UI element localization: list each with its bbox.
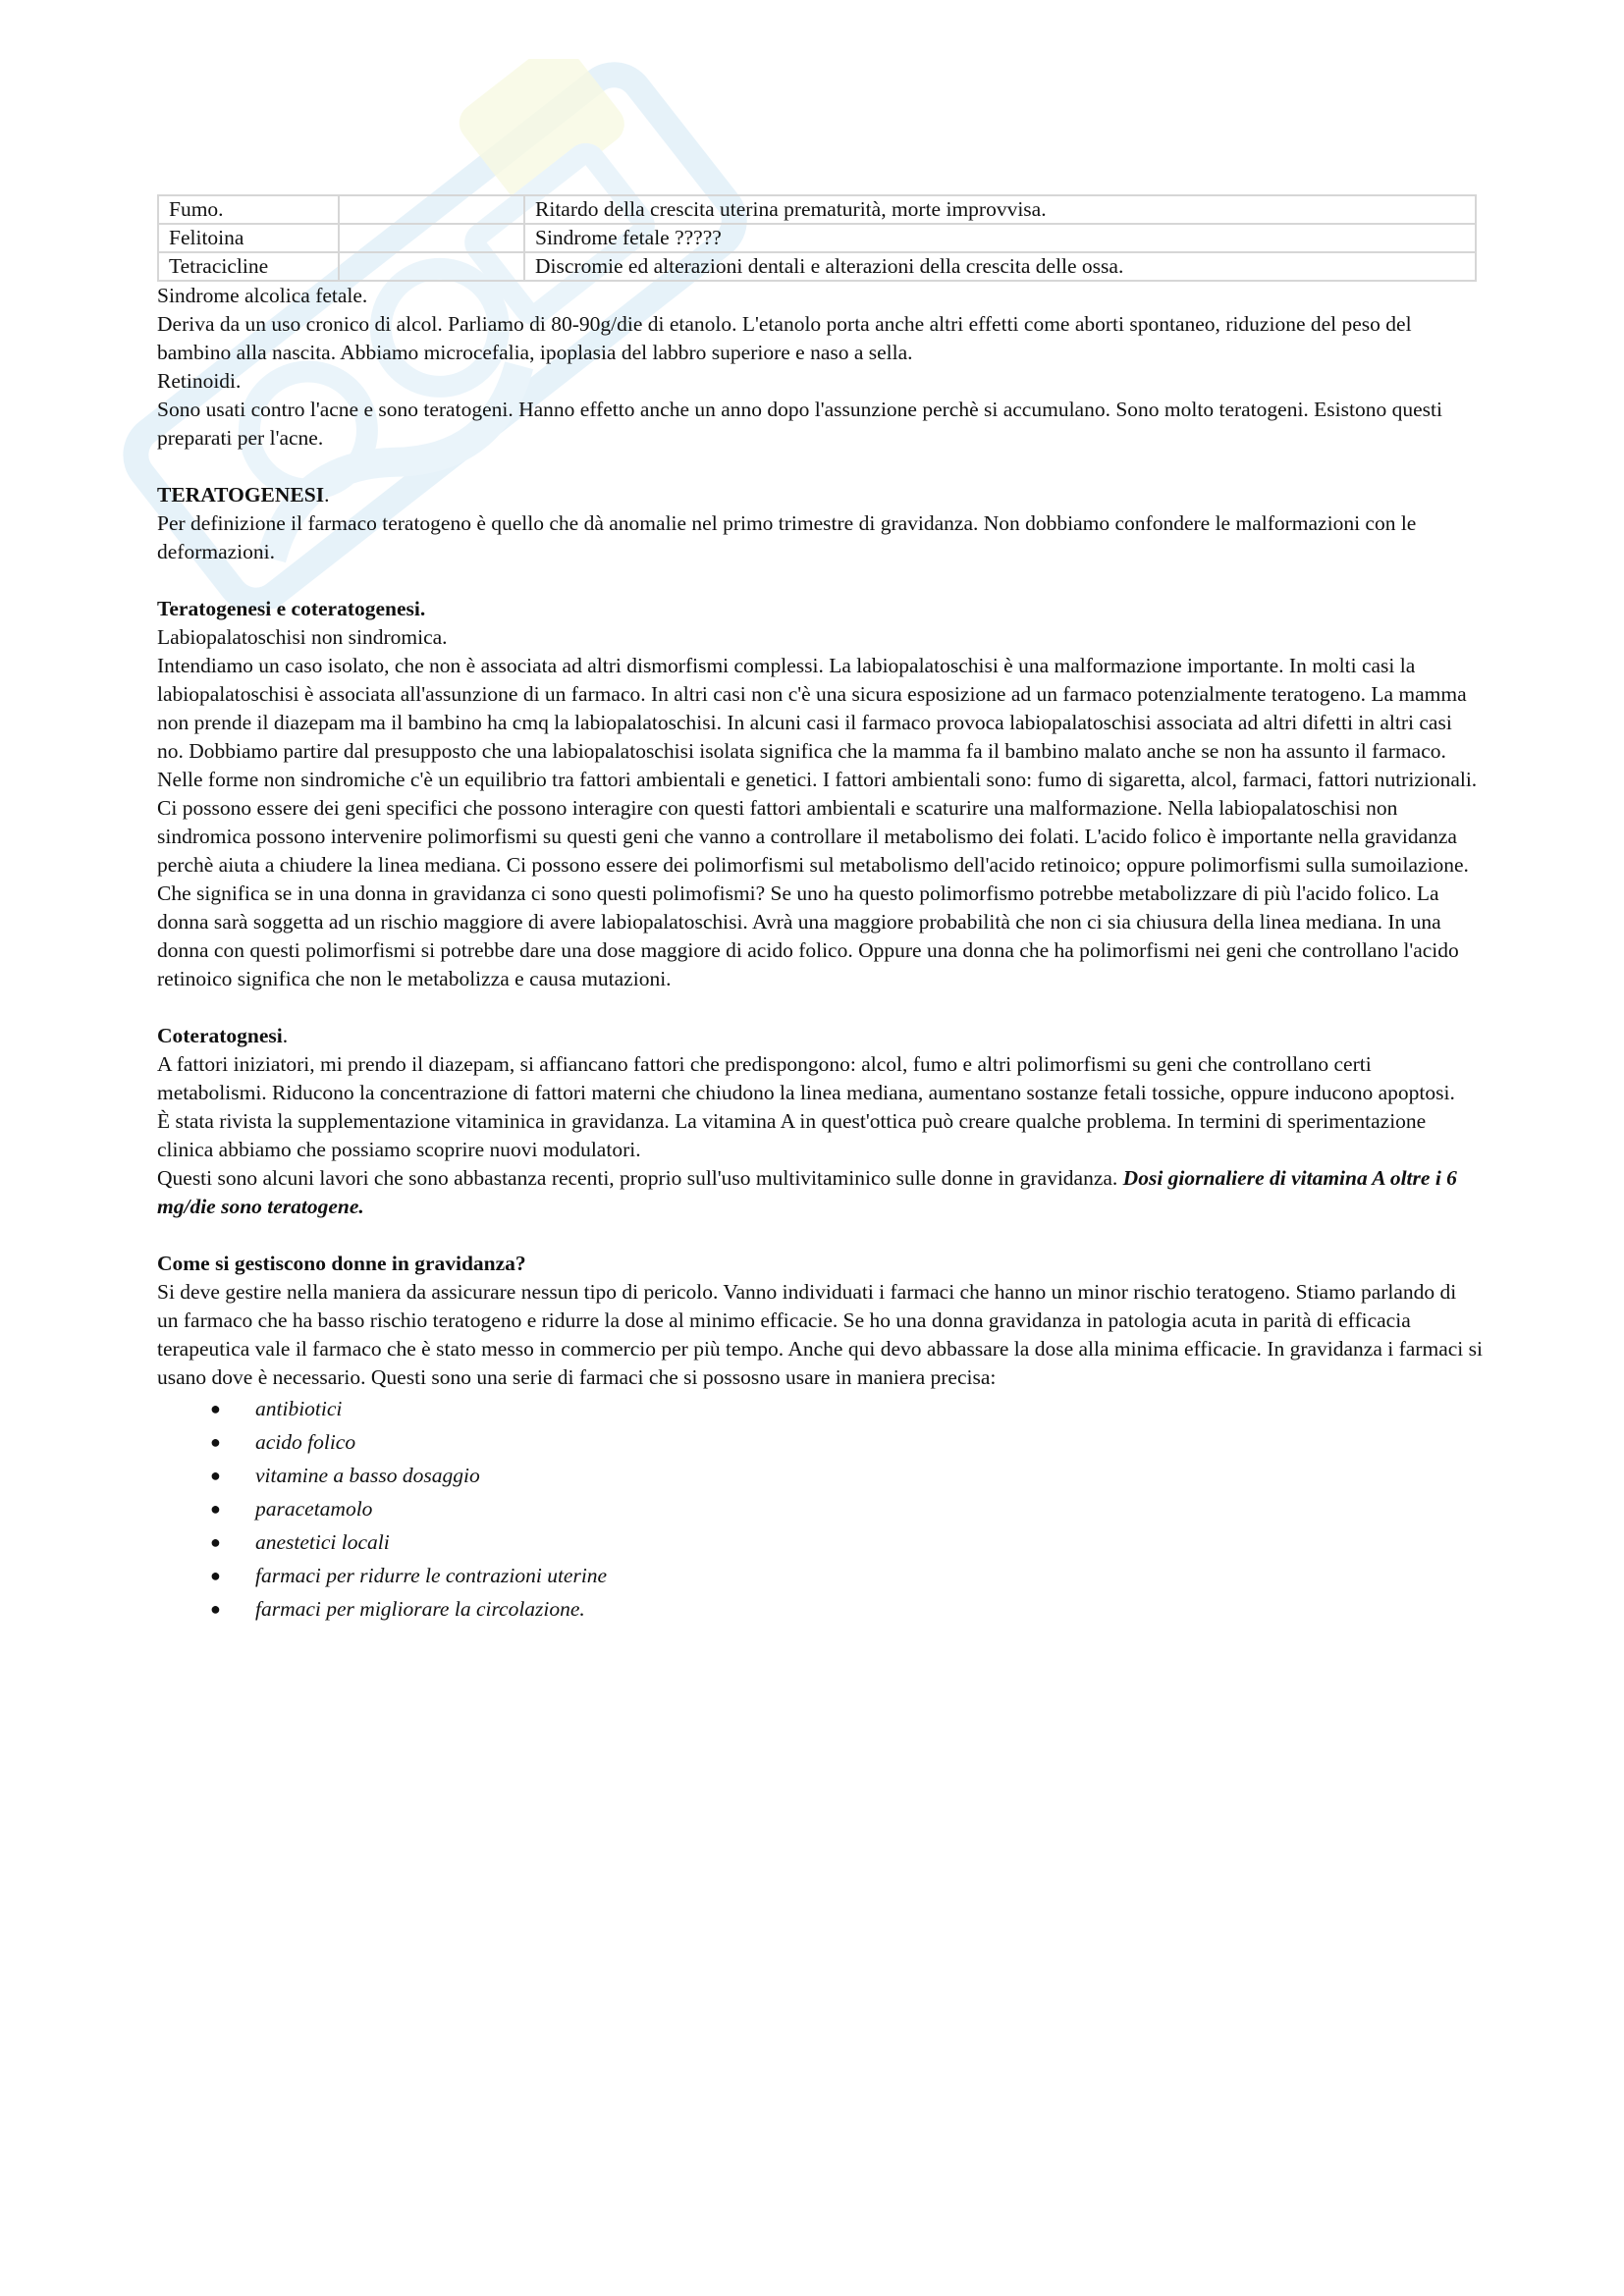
bullet-icon: ●	[210, 1499, 221, 1519]
list-item-text: farmaci per ridurre le contrazioni uterine	[255, 1564, 608, 1587]
coteratognesi-paragraph-1: A fattori iniziatori, mi prendo il diazepam, si affiancano fattori che predispongono: alcol, fumo e altri polimorfismi su geni che controllano certi metabolismi. Riducono la concentrazione di fattori materni che chiudono la linea mediana, aumentano sostanze fetali tossiche, oppure inducono apoptosi.	[157, 1052, 1455, 1104]
coteratognesi-paragraph-2: È stata rivista la supplementazione vitaminica in gravidanza. La vitamina A in quest'ottica può creare qualche problema. In termini di sperimentazione clinica abbiamo che possiamo scoprire nuovi modulatori.	[157, 1109, 1427, 1161]
list-item-text: acido folico	[255, 1430, 356, 1454]
table-cell-agent: Tetracicline	[158, 252, 339, 281]
teratogenesi-heading-text: TERATOGENESI	[157, 483, 325, 507]
alcol-heading: Sindrome alcolica fetale.	[157, 284, 368, 307]
gestione-heading: Come si gestiscono donne in gravidanza?	[157, 1252, 526, 1275]
list-item	[157, 1492, 1483, 1525]
farmaci-list	[157, 1392, 1483, 1626]
teratogenesi-paragraph: Per definizione il farmaco teratogeno è quello che dà anomalie nel primo trimestre di gravidanza. Non dobbiamo confondere le malformazioni con le deformazioni.	[157, 511, 1417, 563]
spacer	[157, 993, 1483, 1022]
bullet-icon: ●	[210, 1466, 221, 1485]
teratogenesi-heading	[157, 481, 1483, 509]
teratogen-table	[157, 194, 1477, 282]
vitamina-a-emphasis: Dosi giornaliere di vitamina A oltre i 6 mg/die sono teratogene.	[157, 1166, 1457, 1218]
table-cell-middle	[339, 224, 524, 252]
table-cell-middle	[339, 195, 524, 224]
list-item-text: vitamine a basso dosaggio	[255, 1464, 480, 1487]
labiopalatoschisi-subheading: Labiopalatoschisi non sindromica.	[157, 625, 448, 649]
list-item	[157, 1459, 1483, 1492]
list-item-text: antibiotici	[255, 1397, 343, 1420]
list-item-text: anestetici locali	[255, 1530, 390, 1554]
list-item	[157, 1559, 1483, 1592]
list-item-text: paracetamolo	[255, 1497, 373, 1521]
alcol-paragraph: Deriva da un uso cronico di alcol. Parliamo di 80-90g/die di etanolo. L'etanolo porta anche altri effetti come aborti spontaneo, riduzione del peso del bambino alla nascita. Abbiamo microcefalia, ipoplasia del labbro superiore e naso a sella.	[157, 312, 1412, 364]
table-row	[158, 195, 1476, 224]
table-cell-agent: Felitoina	[158, 224, 339, 252]
coteratognesi-paragraph-3	[157, 1164, 1483, 1221]
coteratognesi-paragraph-3-text: Questi sono alcuni lavori che sono abbastanza recenti, proprio sull'uso multivitaminico sulle donne in gravidanza.	[157, 1166, 1123, 1190]
table-cell-middle	[339, 252, 524, 281]
coteratognesi-heading-text: Coteratognesi	[157, 1024, 283, 1047]
teratogenesi-heading-suffix: .	[324, 483, 330, 507]
spacer	[157, 453, 1483, 481]
coteratognesi-heading	[157, 1022, 1483, 1050]
gestione-paragraph: Si deve gestire nella maniera da assicurare nessun tipo di pericolo. Vanno individuati i farmaci che hanno un minor rischio teratogeno. Stiamo parlando di un farmaco che ha basso rischio teratogeno e ridurre la dose al minimo efficacie. Se ho una donna gravidanza in patologia acuta in parità di efficacia terapeutica vale il farmaco che è stato messo in commercio per più tempo. Anche qui devo abbassare la dose alla minima efficacie. In gravidanza i farmaci si usano dove è necessario. Questi sono una serie di farmaci che si possosno usare in maniera precisa:	[157, 1280, 1483, 1389]
coteratogenesi-paragraph: Intendiamo un caso isolato, che non è associata ad altri dismorfismi complessi. La labiopalatoschisi è una malformazione importante. In molti casi la labiopalatoschisi è associata all'assunzione di un farmaco. In altri casi non c'è una sicura esposizione ad un farmaco potenzialmente teratogeno. La mamma non prende il diazepam ma il bambino ha cmq la labiopalatoschisi. In alcuni casi il farmaco provoca labiopalatoschisi associata ad altri difetti in altri casi no. Dobbiamo partire dal presupposto che una labiopalatoschisi isolata significa che la mamma fa il bambino malato anche se non ha assunto il farmaco. Nelle forme non sindromiche c'è un equilibrio tra fattori ambientali e genetici. I fattori ambientali sono: fumo di sigaretta, alcol, farmaci, fattori nutrizionali. Ci possono essere dei geni specifici che possono interagire con questi fattori ambientali e scaturire una malformazione. Nella labiopalatoschisi non sindromica possono intervenire polimorfismi su questi geni che vanno a controllare il metabolismo dei folati. L'acido folico è importante nella gravidanza perchè aiuta a chiudere la linea mediana. Ci possono essere dei polimorfismi sul metabolismo dell'acido retinoico; oppure polimorfismi sulla sumoilazione. Che significa se in una donna in gravidanza ci sono questi polimofismi? Se uno ha questo polimorfismo potrebbe metabolizzare di più l'acido folico. La donna sarà soggetta ad un rischio maggiore di avere labiopalatoschisi. Avrà una maggiore probabilità che non ci sia chiusura della linea mediana. In una donna con questi polimorfismi si potrebbe dare una dose maggiore di acido folico. Oppure una donna che ha polimorfismi nei geni che controllano l'acido retinoico significa che non le metabolizza e causa mutazioni.	[157, 654, 1478, 990]
list-item	[157, 1425, 1483, 1459]
list-item	[157, 1592, 1483, 1626]
coteratogenesi-heading: Teratogenesi e coteratogenesi.	[157, 597, 426, 620]
bullet-icon: ●	[210, 1432, 221, 1452]
table-row	[158, 224, 1476, 252]
table-cell-effect: Ritardo della crescita uterina prematurità, morte improvvisa.	[524, 195, 1476, 224]
list-item	[157, 1525, 1483, 1559]
table-cell-effect: Sindrome fetale ?????	[524, 224, 1476, 252]
table-row	[158, 252, 1476, 281]
bullet-icon: ●	[210, 1399, 221, 1418]
document-page	[157, 194, 1483, 1626]
bullet-icon: ●	[210, 1566, 221, 1585]
spacer	[157, 1221, 1483, 1250]
spacer	[157, 566, 1483, 595]
list-item-text: farmaci per migliorare la circolazione.	[255, 1597, 585, 1621]
table-cell-agent: Fumo.	[158, 195, 339, 224]
retinoidi-heading: Retinoidi.	[157, 369, 242, 393]
coteratognesi-heading-suffix: .	[282, 1024, 289, 1047]
bullet-icon: ●	[210, 1599, 221, 1619]
list-item	[157, 1392, 1483, 1425]
bullet-icon: ●	[210, 1532, 221, 1552]
retinoidi-paragraph: Sono usati contro l'acne e sono teratogeni. Hanno effetto anche un anno dopo l'assunzione perchè si accumulano. Sono molto teratogeni. Esistono questi preparati per l'acne.	[157, 398, 1442, 450]
table-cell-effect: Discromie ed alterazioni dentali e alterazioni della crescita delle ossa.	[524, 252, 1476, 281]
